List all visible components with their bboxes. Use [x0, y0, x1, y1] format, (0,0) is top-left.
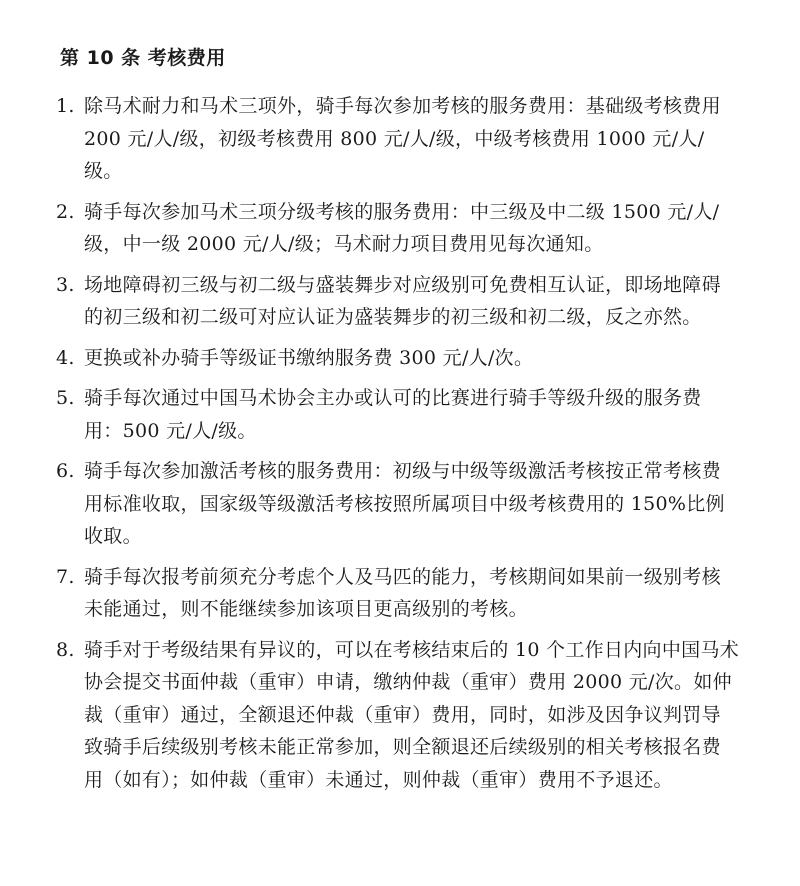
- item-number: 8.: [56, 638, 75, 661]
- list-item: [56, 269, 740, 334]
- list-item: [56, 561, 740, 626]
- list-item: [56, 382, 740, 447]
- item-number: 1.: [56, 95, 75, 117]
- article-heading: 第 10 条 考核费用: [60, 47, 226, 69]
- item-number: 5.: [56, 387, 75, 409]
- list-item: [56, 196, 740, 261]
- list-item: [56, 634, 740, 797]
- item-number: 4.: [56, 346, 75, 369]
- item-text: 骑手每次报考前须充分考虑个人及马匹的能力，考核期间如果前一级别考核未能通过，则不能继续参加该项目更高级别的考核。: [84, 565, 721, 620]
- item-text: 骑手对于考级结果有异议的，可以在考核结束后的 10 个工作日内向中国马术协会提交书面仲裁（重审）申请，缴纳仲裁（重审）费用 2000 元/次。如仲裁（重审）通过，全额退还仲裁（重审）费用，同时，如涉及因争议判罚导致骑手后续级别考核未能正常参加，则全额退还后续级别的相关考核报名费用（如有）；如仲裁（重审）未通过，则仲裁（重审）费用不予退还。: [84, 638, 740, 791]
- list-item: [56, 342, 740, 375]
- item-text: 骑手每次参加激活考核的服务费用：初级与中级等级激活考核按正常考核费用标准收取，国家级等级激活考核按照所属项目中级考核费用的 150%比例收取。: [84, 460, 725, 547]
- item-number: 6.: [56, 460, 75, 482]
- list-item: [56, 90, 740, 188]
- item-text: 骑手每次参加马术三项分级考核的服务费用：中三级及中二级 1500 元/人/级，中一级 2000 元/人/级；马术耐力项目费用见每次通知。: [84, 200, 720, 255]
- item-text: 除马术耐力和马术三项外，骑手每次参加考核的服务费用：基础级考核费用 200 元/人/级，初级考核费用 800 元/人/级，中级考核费用 1000 元/人/级。: [84, 95, 721, 182]
- item-text: 骑手每次通过中国马术协会主办或认可的比赛进行骑手等级升级的服务费用：500 元/人/级。: [84, 387, 702, 442]
- item-text: 更换或补办骑手等级证书缴纳服务费 300 元/人/次。: [84, 346, 534, 369]
- item-number: 3.: [56, 273, 75, 296]
- item-number: 2.: [56, 200, 75, 223]
- list-item: [56, 455, 740, 553]
- item-number: 7.: [56, 565, 75, 588]
- item-text: 场地障碍初三级与初二级与盛装舞步对应级别可免费相互认证，即场地障碍的初三级和初二级可对应认证为盛装舞步的初三级和初二级，反之亦然。: [84, 273, 721, 328]
